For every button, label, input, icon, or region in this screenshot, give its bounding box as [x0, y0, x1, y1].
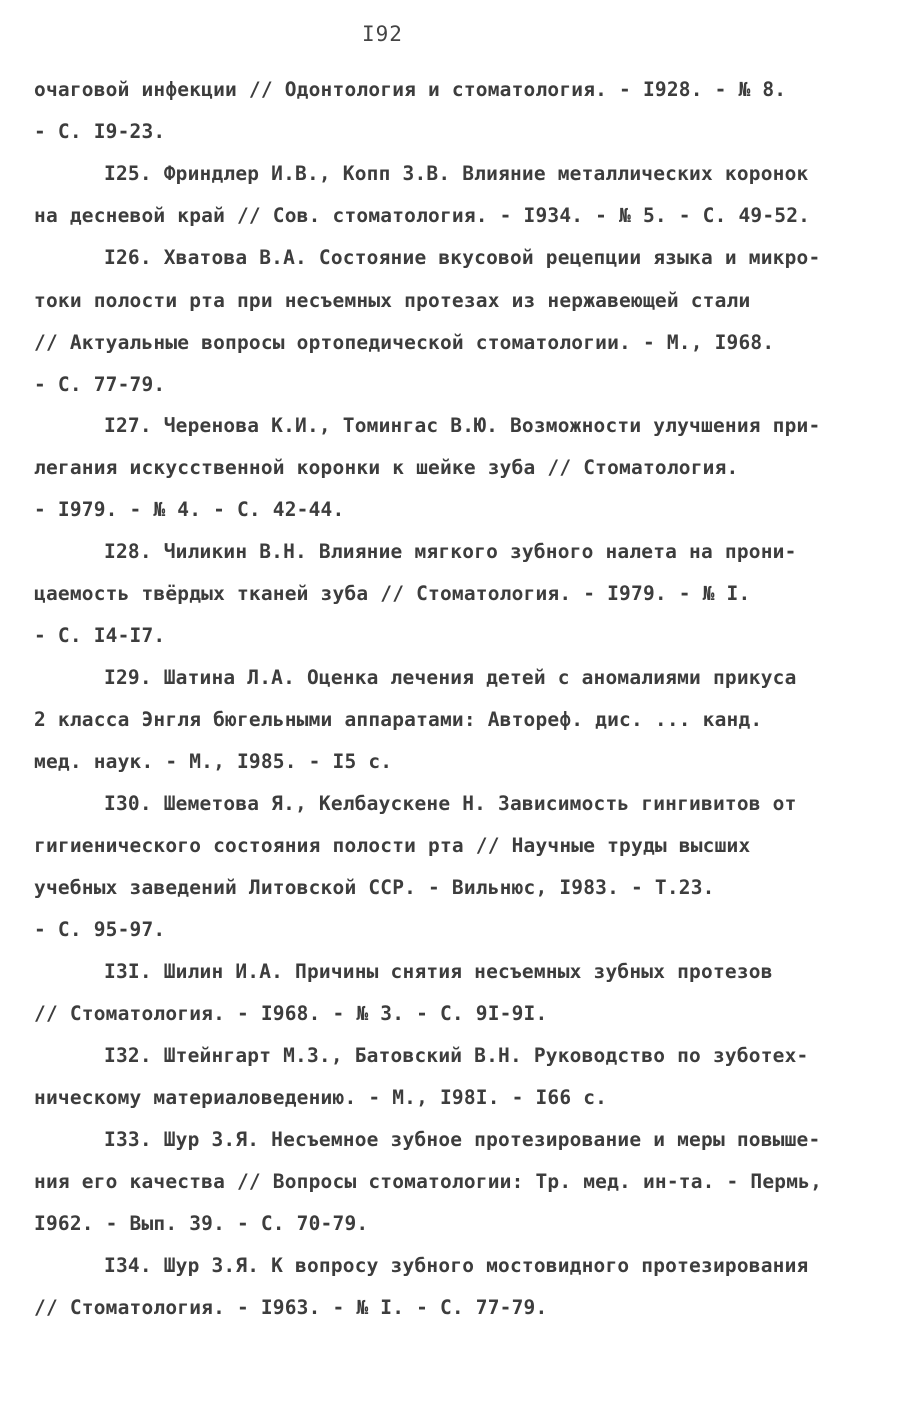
text-line: токи полости рта при несъемных протезах из нержавеющей стали — [34, 289, 751, 312]
text-line: // Актуальные вопросы ортопедической стоматологии. - М., I968. — [34, 331, 775, 354]
text-line: легания искусственной коронки к шейке зуба // Стоматология. — [34, 456, 739, 479]
reference-entry-start: I30. Шеметова Я., Келбаускене Н. Зависимость гингивитов от — [104, 792, 797, 815]
text-line: мед. наук. - М., I985. - I5 с. — [34, 750, 393, 773]
text-line: ническому материаловедению. - М., I98I. - I66 с. — [34, 1086, 608, 1109]
text-line: 2 класса Энгля бюгельными аппаратами: Автореф. дис. ... канд. — [34, 708, 763, 731]
text-line: ния его качества // Вопросы стоматологии: Тр. мед. ин-та. - Пермь, — [34, 1170, 823, 1193]
text-line: // Стоматология. - I963. - № I. - С. 77-79. — [34, 1296, 548, 1319]
reference-entry-start: I27. Черенова К.И., Томингас В.Ю. Возможности улучшения при- — [104, 414, 821, 437]
text-line: I962. - Вып. 39. - С. 70-79. — [34, 1212, 369, 1235]
text-line: гигиенического состояния полости рта // Научные труды высших — [34, 834, 751, 857]
text-line: - I979. - № 4. - С. 42-44. — [34, 498, 345, 521]
reference-entry-start: I29. Шатина Л.А. Оценка лечения детей с аномалиями прикуса — [104, 666, 797, 689]
text-line: на десневой край // Сов. стоматология. - I934. - № 5. - С. 49-52. — [34, 204, 811, 227]
text-line: цаемость твёрдых тканей зуба // Стоматология. - I979. - № I. — [34, 582, 751, 605]
text-line: учебных заведений Литовской ССР. - Вильнюс, I983. - Т.23. — [34, 876, 715, 899]
reference-entry-start: I33. Шур З.Я. Несъемное зубное протезирование и меры повыше- — [104, 1128, 821, 1151]
reference-entry-start: I25. Фриндлер И.В., Копп З.В. Влияние металлических коронок — [104, 162, 809, 185]
reference-entry-start: I32. Штейнгарт М.З., Батовский В.Н. Руководство по зуботех- — [104, 1044, 809, 1067]
text-line: - С. 95-97. — [34, 918, 166, 941]
reference-entry-start: I3I. Шилин И.А. Причины снятия несъемных зубных протезов — [104, 960, 773, 983]
text-line: - С. I4-I7. — [34, 624, 166, 647]
reference-entry-start: I34. Шур З.Я. К вопросу зубного мостовидного протезирования — [104, 1254, 809, 1277]
page-number: I92 — [362, 22, 403, 46]
text-line: - С. I9-23. — [34, 120, 166, 143]
text-line: - С. 77-79. — [34, 373, 166, 396]
reference-entry-start: I28. Чиликин В.Н. Влияние мягкого зубного налета на прони- — [104, 540, 797, 563]
reference-entry-start: I26. Хватова В.А. Состояние вкусовой рецепции языка и микро- — [104, 246, 821, 269]
text-line: // Стоматология. - I968. - № 3. - С. 9I-9I. — [34, 1002, 548, 1025]
text-line: очаговой инфекции // Одонтология и стоматология. - I928. - № 8. — [34, 78, 787, 101]
